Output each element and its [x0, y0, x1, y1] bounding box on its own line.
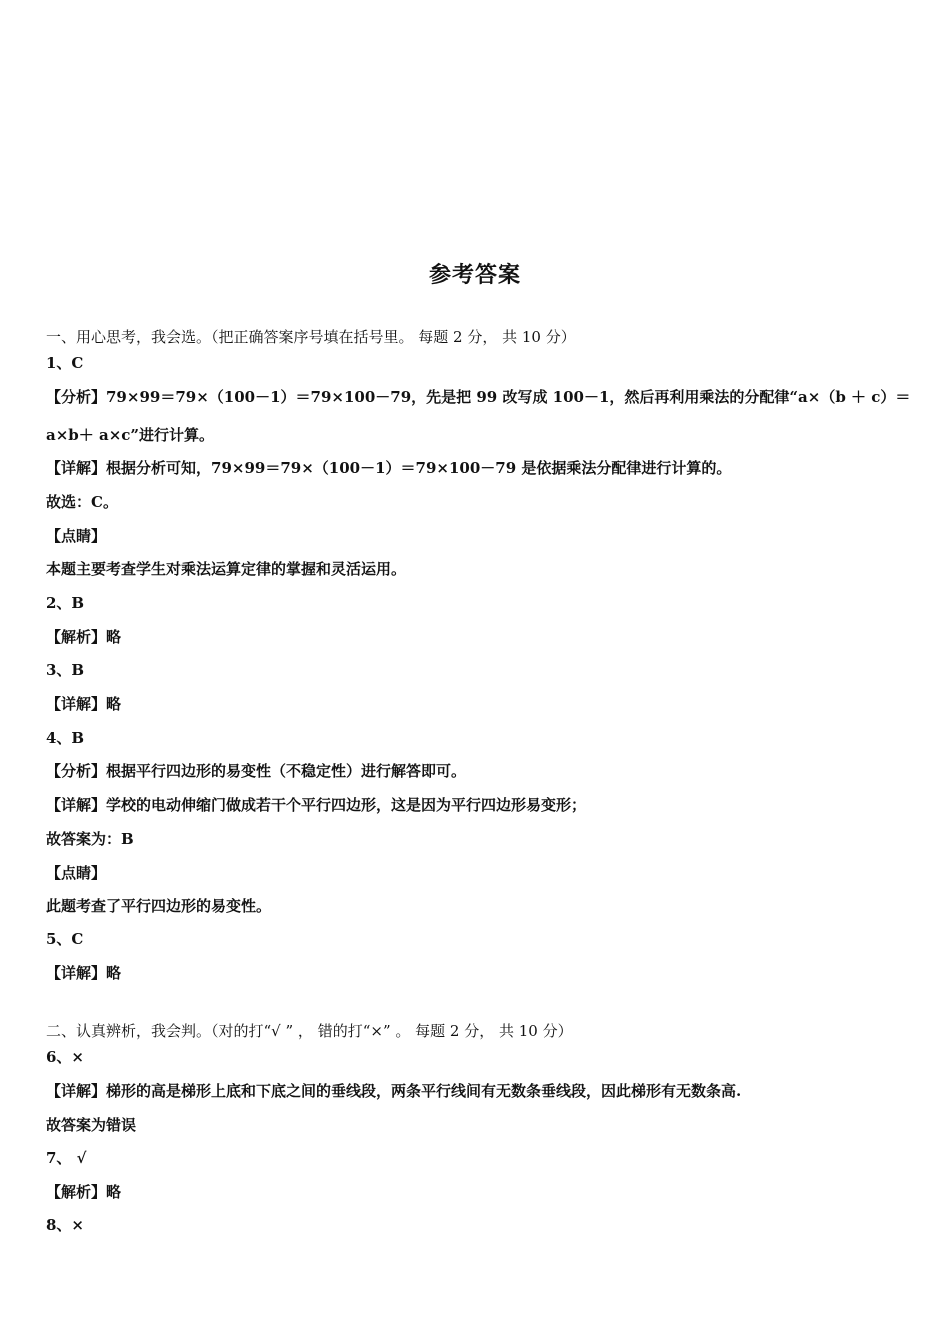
q8-answer: 8、× [46, 1216, 85, 1234]
q4-comment-label: 【点睛】 [46, 864, 107, 882]
q1-detail: 【详解】根据分析可知，79×99＝79×（100－1）＝79×100－79 是依据乘法分配律进行计算的。 [46, 459, 732, 477]
section-2-heading: 二、认真辨析，我会判。（对的打“√ ” ， 错的打“×” 。 每题 2 分， 共 10 分） [46, 1022, 573, 1040]
q4-detail: 【详解】学校的电动伸缩门做成若干个平行四边形，这是因为平行四边形易变形； [46, 796, 587, 814]
q5-detail: 【详解】略 [46, 964, 122, 982]
q1-comment-label: 【点睛】 [46, 527, 107, 545]
q7-answer: 7、 √ [46, 1149, 87, 1167]
q2-answer: 2、B [46, 594, 85, 612]
q3-detail: 【详解】略 [46, 695, 122, 713]
page-title: 参考答案 [428, 262, 521, 288]
q4-result: 故答案为：B [46, 830, 134, 848]
q4-answer: 4、B [46, 729, 85, 747]
q6-answer: 6、× [46, 1048, 85, 1066]
q1-comment: 本题主要考查学生对乘法运算定律的掌握和灵活运用。 [46, 560, 407, 578]
q1-analysis-continued: a×b＋ a×c”进行计算。 [46, 426, 215, 444]
section-1-heading: 一、用心思考，我会选。（把正确答案序号填在括号里。 每题 2 分， 共 10 分） [46, 328, 576, 346]
q1-analysis: 【分析】79×99＝79×（100－1）＝79×100－79，先是把 99 改写成 100－1，然后再利用乘法的分配律“a×（b ＋ c）＝ [46, 388, 911, 406]
q6-result: 故答案为错误 [46, 1116, 137, 1134]
q7-analysis: 【解析】略 [46, 1183, 122, 1201]
q2-analysis: 【解析】略 [46, 628, 122, 646]
q4-comment: 此题考查了平行四边形的易变性。 [46, 897, 272, 915]
q1-answer: 1、C [46, 354, 84, 372]
q3-answer: 3、B [46, 661, 85, 679]
q4-analysis: 【分析】根据平行四边形的易变性（不稳定性）进行解答即可。 [46, 762, 467, 780]
q5-answer: 5、C [46, 930, 84, 948]
q1-choice: 故选：C。 [46, 493, 118, 511]
q6-detail: 【详解】梯形的高是梯形上底和下底之间的垂线段，两条平行线间有无数条垂线段，因此梯形有无数条高. [46, 1082, 742, 1100]
